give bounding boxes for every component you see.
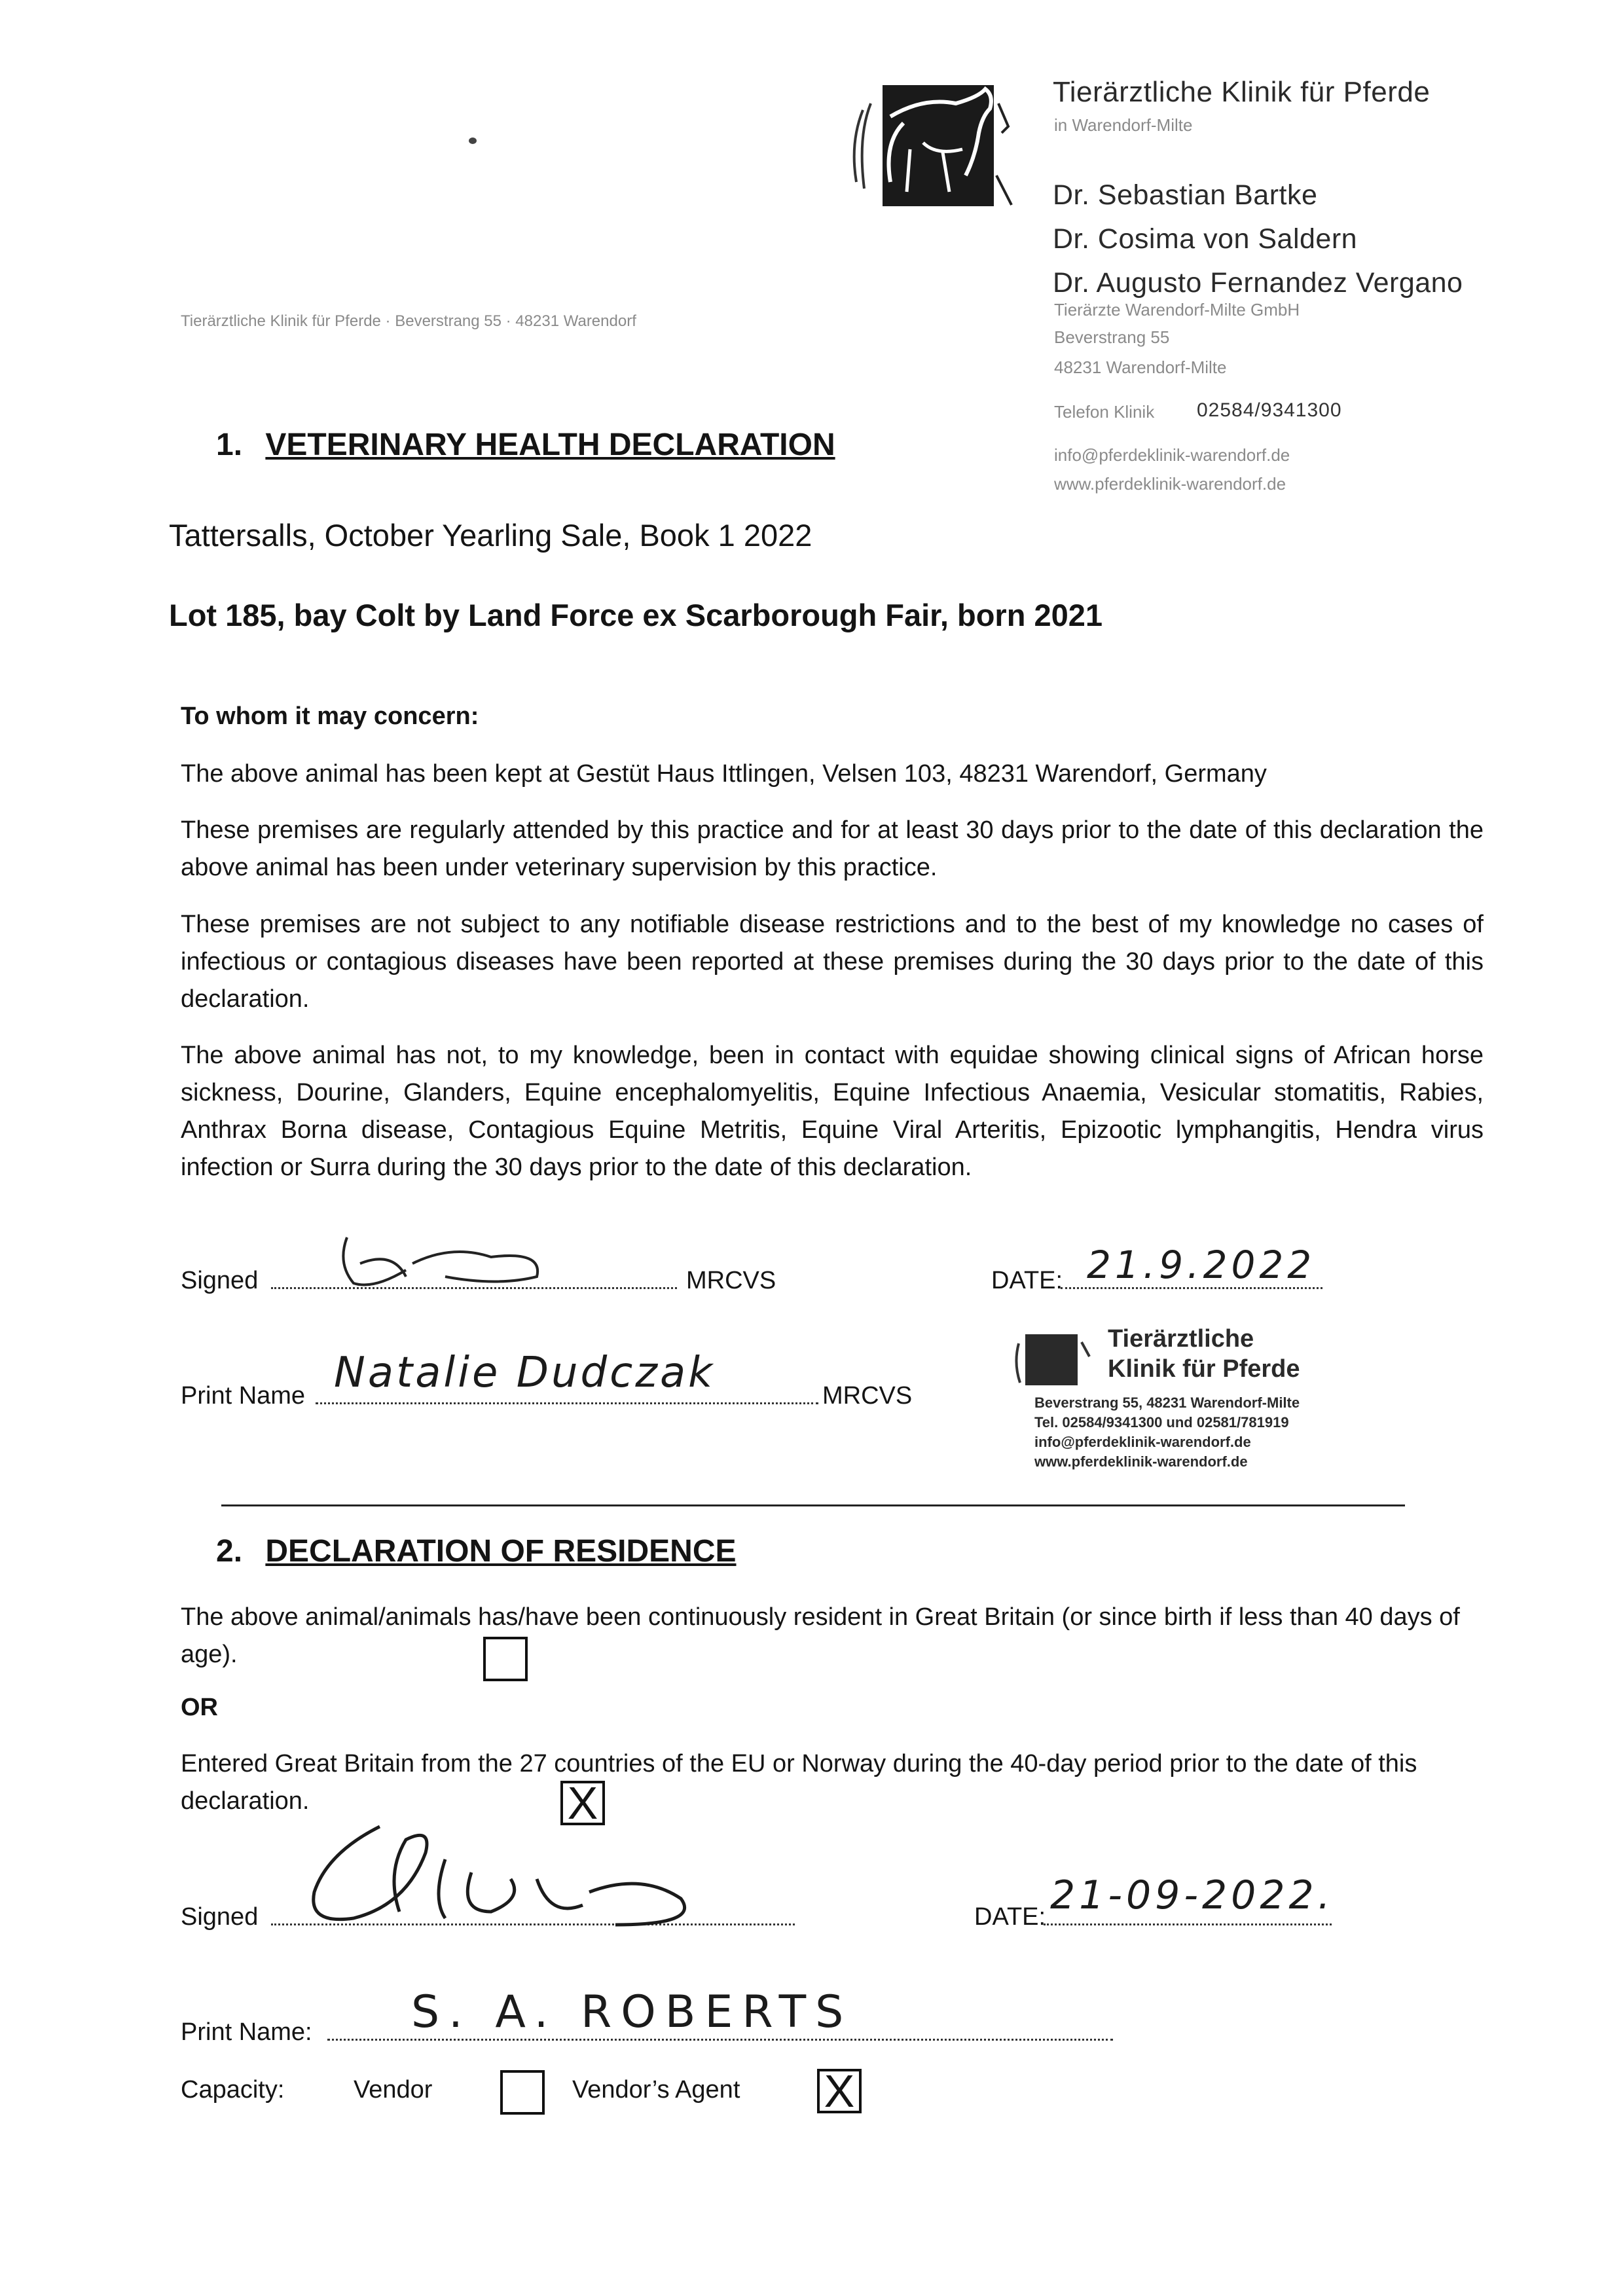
vendor-checkbox[interactable]: [500, 2070, 545, 2115]
vendor-date-value: 21-09-2022.: [1050, 1872, 1334, 1918]
vet-date-label: DATE:: [991, 1267, 1063, 1294]
section1-number: 1.: [216, 428, 243, 462]
vet-date-value: 21.9.2022: [1087, 1243, 1316, 1287]
clinic-street: Beverstrang 55: [1054, 327, 1170, 347]
residence-option-1: The above animal/animals has/have been continuously resident in Great Britain (or since birth if less than 40 days of age).: [181, 1603, 1460, 1668]
vendor-date-line: [1044, 1923, 1332, 1925]
stamp-phones: Tel. 02584/9341300 und 02581/781919: [1034, 1414, 1289, 1430]
residence-option-1-checkbox[interactable]: [483, 1637, 528, 1681]
scan-speck: [469, 137, 477, 144]
vet-mrcvs-label: MRCVS: [686, 1267, 776, 1294]
stamp-line-2: Klinik für Pferde: [1108, 1355, 1300, 1383]
vendor-agent-mark: X: [824, 2066, 855, 2117]
doctor-3: Dr. Augusto Fernandez Vergano: [1053, 267, 1463, 299]
section2-heading: [216, 1533, 737, 1569]
return-address: Tierärztliche Klinik für Pferde · Beverstrang 55 · 48231 Warendorf: [181, 312, 636, 330]
vendor-signature: [275, 1813, 746, 1944]
paragraph-2: These premises are regularly attended by this practice and for at least 30 days prior to the date of this declaration the above animal has been under veterinary supervision by this practice.: [181, 816, 1484, 881]
lot-description: Lot 185, bay Colt by Land Force ex Scarborough Fair, born 2021: [169, 598, 1103, 632]
section1-title: VETERINARY HEALTH DECLARATION: [265, 428, 835, 462]
vendor-print-name-label: Print Name:: [181, 2018, 312, 2046]
company-name: Tierärzte Warendorf-Milte GmbH: [1054, 300, 1300, 319]
vendor-signed-label: Signed: [181, 1903, 259, 1931]
doctor-1: Dr. Sebastian Bartke: [1053, 179, 1318, 211]
stamp-horse-icon: [1013, 1330, 1092, 1389]
salutation: To whom it may concern:: [181, 702, 479, 730]
vendor-print-name-value: S. A. ROBERTS: [411, 1986, 853, 2038]
clinic-city: 48231 Warendorf-Milte: [1054, 357, 1227, 377]
stamp-line-1: Tierärztliche: [1108, 1325, 1254, 1353]
vendor-agent-checkbox[interactable]: [817, 2066, 862, 2117]
stamp-address: Beverstrang 55, 48231 Warendorf-Milte: [1034, 1394, 1300, 1411]
paragraph-1: The above animal has been kept at Gestüt Haus Ittlingen, Velsen 103, 48231 Warendorf, Germany: [181, 760, 1267, 788]
vet-date-line: [1061, 1287, 1322, 1289]
vet-print-name-line: [316, 1402, 818, 1404]
clinic-website: www.pferdeklinik-warendorf.de: [1054, 474, 1286, 494]
doctor-2: Dr. Cosima von Saldern: [1053, 223, 1358, 255]
section1-heading: [216, 427, 835, 463]
clinic-email: info@pferdeklinik-warendorf.de: [1054, 445, 1290, 465]
or-label: OR: [181, 1694, 218, 1721]
section-divider: [221, 1504, 1405, 1506]
vendor-date-label: DATE:: [974, 1903, 1046, 1931]
paragraph-4: The above animal has not, to my knowledge, been in contact with equidae showing clinical signs of African horse sickness, Dourine, Glanders, Equine encephalomyelitis, Equine Infectious Anaemia, Vesicular stomatitis, Rabies, Anthrax Borna disease, Contagious Equine Metritis, Equine Viral Arteritis, Epizootic lymphangitis, Hendra virus infection or Surra during the 30 days prior to the date of this declaration.: [181, 1042, 1484, 1181]
capacity-label: Capacity:: [181, 2076, 285, 2104]
clinic-stamp: [1013, 1325, 1406, 1489]
section2-number: 2.: [216, 1534, 243, 1569]
clinic-logo: [845, 77, 1015, 215]
vendor-option-label: Vendor: [354, 2076, 433, 2104]
sale-title: Tattersalls, October Yearling Sale, Book 1 2022: [169, 518, 812, 553]
horse-logo-icon: [845, 77, 1015, 215]
residence-option-2-mark: X: [567, 1777, 598, 1829]
vet-print-name-value: Natalie Dudczak: [334, 1349, 716, 1397]
clinic-name: Tierärztliche Klinik für Pferde: [1053, 76, 1431, 108]
residence-option-2: Entered Great Britain from the 27 countries of the EU or Norway during the 40-day period prior to the date of this declaration.: [181, 1750, 1417, 1815]
stamp-email: info@pferdeklinik-warendorf.de: [1034, 1434, 1251, 1450]
vet-signature: [334, 1224, 583, 1296]
section2-title: DECLARATION OF RESIDENCE: [265, 1534, 737, 1569]
vet-print-mrcvs-label: MRCVS: [822, 1382, 913, 1410]
vendor-agent-option-label: Vendor’s Agent: [572, 2076, 740, 2104]
phone-label: Telefon Klinik: [1054, 402, 1155, 422]
vet-print-name-label: Print Name: [181, 1382, 306, 1410]
vet-signed-label: Signed: [181, 1267, 259, 1294]
vendor-print-name-line: [327, 2039, 1113, 2041]
paragraph-3: These premises are not subject to any notifiable disease restrictions and to the best of my knowledge no cases of infectious or contagious diseases have been reported at these premises during the 30 days prior to the date of this declaration.: [181, 911, 1484, 1013]
clinic-location: in Warendorf-Milte: [1054, 115, 1193, 135]
stamp-web: www.pferdeklinik-warendorf.de: [1034, 1453, 1248, 1470]
phone-number: 02584/9341300: [1197, 399, 1342, 421]
